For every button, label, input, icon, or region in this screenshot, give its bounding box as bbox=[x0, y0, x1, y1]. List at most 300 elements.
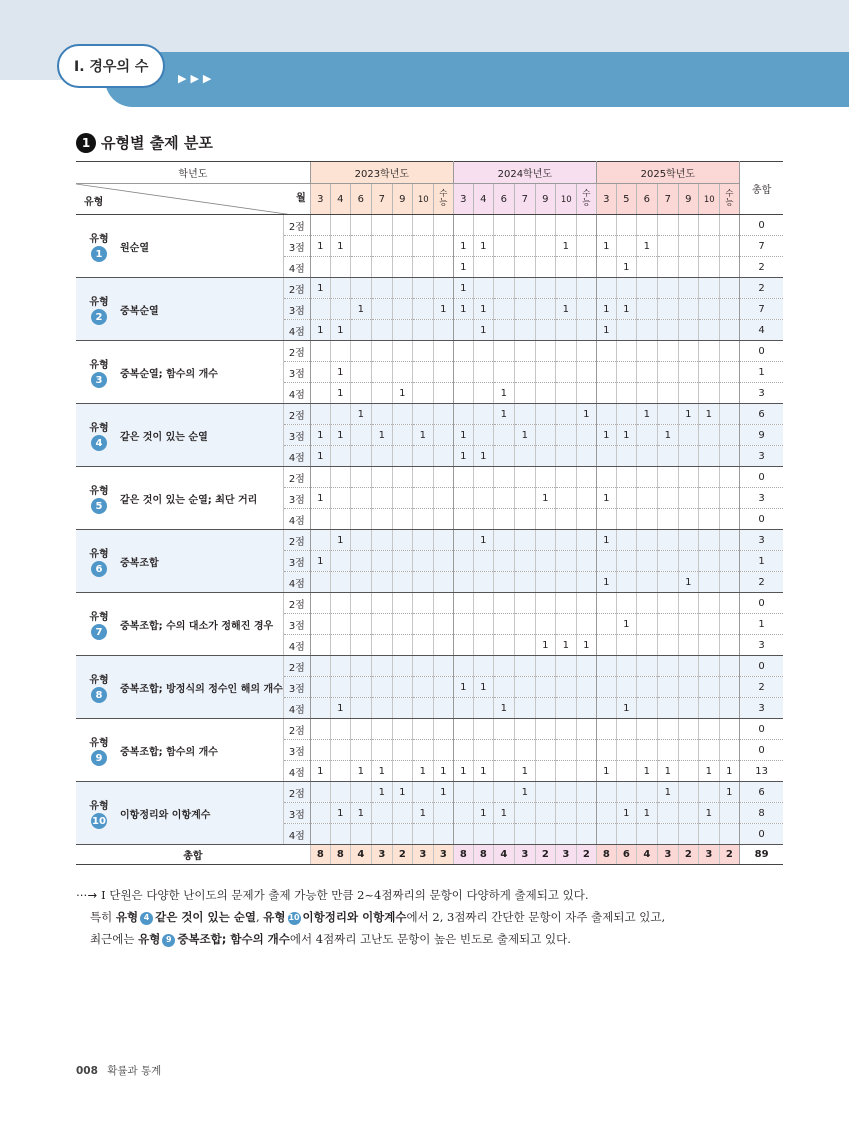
book-subject: 확률과 통계 bbox=[107, 1065, 162, 1077]
count-cell bbox=[433, 278, 453, 299]
count-cell bbox=[453, 551, 473, 572]
count-cell bbox=[719, 593, 739, 614]
count-cell bbox=[433, 362, 453, 383]
type-badge bbox=[82, 671, 116, 703]
points-label: 2점 bbox=[283, 530, 310, 551]
count-cell bbox=[350, 446, 371, 467]
count-cell bbox=[330, 593, 350, 614]
count-cell bbox=[392, 530, 412, 551]
type-number-icon: 10 bbox=[91, 813, 107, 829]
count-cell bbox=[576, 530, 596, 551]
count-cell bbox=[412, 677, 433, 698]
count-cell bbox=[392, 236, 412, 257]
count-cell bbox=[698, 572, 719, 593]
type-label bbox=[82, 797, 283, 829]
table-row bbox=[76, 215, 783, 236]
count-cell bbox=[371, 656, 392, 677]
note-line-2 bbox=[76, 906, 665, 928]
count-cell: 1 bbox=[310, 320, 330, 341]
count-cell bbox=[555, 803, 576, 824]
count-cell bbox=[310, 656, 330, 677]
points-label: 2점 bbox=[283, 656, 310, 677]
count-cell bbox=[433, 488, 453, 509]
count-cell: 1 bbox=[330, 530, 350, 551]
count-cell bbox=[636, 320, 657, 341]
count-cell bbox=[616, 509, 636, 530]
count-cell bbox=[698, 215, 719, 236]
type-badge bbox=[82, 734, 116, 766]
count-cell bbox=[636, 677, 657, 698]
count-cell bbox=[330, 719, 350, 740]
points-label: 4점 bbox=[283, 698, 310, 719]
count-cell bbox=[719, 803, 739, 824]
count-cell bbox=[433, 698, 453, 719]
count-cell bbox=[555, 614, 576, 635]
count-cell bbox=[473, 467, 493, 488]
count-cell bbox=[493, 488, 514, 509]
count-cell bbox=[392, 320, 412, 341]
count-cell: 1 bbox=[473, 236, 493, 257]
count-cell bbox=[678, 593, 698, 614]
row-total: 3 bbox=[739, 383, 783, 404]
count-cell bbox=[371, 341, 392, 362]
count-cell bbox=[636, 530, 657, 551]
count-cell bbox=[719, 404, 739, 425]
count-cell bbox=[514, 656, 535, 677]
count-cell bbox=[412, 320, 433, 341]
count-cell bbox=[453, 215, 473, 236]
count-cell bbox=[636, 362, 657, 383]
count-cell: 1 bbox=[453, 761, 473, 782]
count-cell bbox=[576, 215, 596, 236]
count-cell bbox=[596, 446, 616, 467]
count-cell bbox=[576, 614, 596, 635]
count-cell bbox=[473, 257, 493, 278]
total-cell: 8 bbox=[310, 845, 330, 865]
count-cell: 1 bbox=[330, 425, 350, 446]
count-cell bbox=[596, 404, 616, 425]
count-cell bbox=[636, 278, 657, 299]
count-cell bbox=[576, 509, 596, 530]
count-cell bbox=[330, 446, 350, 467]
count-cell bbox=[433, 593, 453, 614]
count-cell bbox=[392, 404, 412, 425]
total-cell: 3 bbox=[657, 845, 678, 865]
count-cell bbox=[493, 782, 514, 803]
points-label: 2점 bbox=[283, 782, 310, 803]
count-cell bbox=[535, 467, 555, 488]
count-cell: 1 bbox=[596, 761, 616, 782]
count-cell bbox=[310, 530, 330, 551]
count-cell bbox=[678, 215, 698, 236]
count-cell bbox=[392, 257, 412, 278]
count-cell bbox=[453, 803, 473, 824]
count-cell bbox=[310, 299, 330, 320]
count-cell bbox=[678, 824, 698, 845]
count-cell bbox=[310, 215, 330, 236]
row-total: 7 bbox=[739, 236, 783, 257]
count-cell bbox=[576, 782, 596, 803]
count-cell: 1 bbox=[616, 698, 636, 719]
count-cell bbox=[371, 362, 392, 383]
count-cell bbox=[330, 761, 350, 782]
count-cell bbox=[616, 488, 636, 509]
type-label-cell bbox=[76, 278, 283, 341]
type-name: 중복조합 bbox=[120, 557, 159, 569]
count-cell bbox=[616, 362, 636, 383]
count-cell bbox=[371, 593, 392, 614]
count-cell: 1 bbox=[453, 446, 473, 467]
page-number: 008 bbox=[76, 1065, 98, 1077]
count-cell bbox=[493, 614, 514, 635]
count-cell bbox=[678, 635, 698, 656]
count-cell bbox=[433, 740, 453, 761]
total-cell: 2 bbox=[535, 845, 555, 865]
month-header-text: 수능 bbox=[582, 189, 591, 208]
count-cell bbox=[698, 656, 719, 677]
type-label bbox=[82, 230, 283, 262]
count-cell bbox=[371, 509, 392, 530]
count-cell bbox=[514, 803, 535, 824]
note-line-2-end: 에서 2, 3점짜리 간단한 문항이 자주 출제되고 있고, bbox=[406, 910, 666, 924]
count-cell bbox=[535, 236, 555, 257]
count-cell bbox=[719, 488, 739, 509]
total-cell: 3 bbox=[433, 845, 453, 865]
count-cell bbox=[616, 572, 636, 593]
count-cell bbox=[412, 257, 433, 278]
count-cell bbox=[310, 698, 330, 719]
count-cell bbox=[698, 362, 719, 383]
count-cell bbox=[453, 488, 473, 509]
count-cell bbox=[678, 782, 698, 803]
count-cell bbox=[535, 215, 555, 236]
count-cell bbox=[576, 446, 596, 467]
count-cell bbox=[636, 215, 657, 236]
count-cell bbox=[493, 551, 514, 572]
count-cell: 1 bbox=[616, 425, 636, 446]
month-header: 3 bbox=[453, 184, 473, 215]
count-cell bbox=[514, 404, 535, 425]
type-number-icon: 2 bbox=[91, 309, 107, 325]
row-total: 9 bbox=[739, 425, 783, 446]
count-cell bbox=[535, 761, 555, 782]
note-type-label-2: 유형 bbox=[263, 910, 286, 924]
count-cell: 1 bbox=[596, 530, 616, 551]
count-cell bbox=[412, 572, 433, 593]
count-cell bbox=[350, 782, 371, 803]
count-cell: 1 bbox=[596, 425, 616, 446]
count-cell bbox=[576, 551, 596, 572]
count-cell bbox=[310, 572, 330, 593]
count-cell bbox=[678, 446, 698, 467]
points-label: 4점 bbox=[283, 383, 310, 404]
count-cell bbox=[719, 677, 739, 698]
count-cell: 1 bbox=[698, 404, 719, 425]
count-cell bbox=[555, 446, 576, 467]
count-cell bbox=[636, 572, 657, 593]
points-label: 2점 bbox=[283, 719, 310, 740]
count-cell: 1 bbox=[596, 572, 616, 593]
count-cell bbox=[350, 635, 371, 656]
count-cell bbox=[514, 593, 535, 614]
count-cell bbox=[453, 467, 473, 488]
count-cell bbox=[392, 488, 412, 509]
count-cell bbox=[636, 341, 657, 362]
count-cell bbox=[514, 236, 535, 257]
count-cell bbox=[473, 488, 493, 509]
count-cell bbox=[555, 719, 576, 740]
count-cell bbox=[616, 782, 636, 803]
section-title bbox=[76, 132, 213, 153]
count-cell bbox=[392, 362, 412, 383]
count-cell bbox=[514, 824, 535, 845]
count-cell bbox=[535, 740, 555, 761]
type-badge bbox=[82, 797, 116, 829]
count-cell: 1 bbox=[412, 803, 433, 824]
count-cell bbox=[616, 761, 636, 782]
count-cell: 1 bbox=[616, 614, 636, 635]
count-cell bbox=[350, 551, 371, 572]
count-cell bbox=[433, 656, 453, 677]
count-cell bbox=[493, 299, 514, 320]
count-cell: 1 bbox=[493, 383, 514, 404]
total-cell: 3 bbox=[555, 845, 576, 865]
count-cell bbox=[636, 383, 657, 404]
count-cell bbox=[678, 761, 698, 782]
count-cell bbox=[535, 572, 555, 593]
count-cell bbox=[473, 614, 493, 635]
count-cell bbox=[535, 593, 555, 614]
count-cell bbox=[657, 488, 678, 509]
count-cell bbox=[719, 257, 739, 278]
count-cell bbox=[636, 593, 657, 614]
count-cell bbox=[657, 740, 678, 761]
type-name: 중복조합; 수의 대소가 정해진 경우 bbox=[120, 620, 274, 632]
count-cell bbox=[555, 656, 576, 677]
type-4-badge-icon: 4 bbox=[140, 912, 153, 925]
count-cell bbox=[392, 824, 412, 845]
count-cell bbox=[350, 593, 371, 614]
count-cell bbox=[350, 425, 371, 446]
count-cell bbox=[576, 236, 596, 257]
count-cell: 1 bbox=[719, 761, 739, 782]
count-cell bbox=[330, 299, 350, 320]
row-total: 3 bbox=[739, 698, 783, 719]
month-header: 9 bbox=[678, 184, 698, 215]
count-cell: 1 bbox=[371, 761, 392, 782]
count-cell bbox=[453, 656, 473, 677]
count-cell bbox=[555, 215, 576, 236]
count-cell bbox=[576, 740, 596, 761]
count-cell bbox=[657, 719, 678, 740]
count-cell bbox=[657, 614, 678, 635]
count-cell bbox=[678, 488, 698, 509]
count-cell bbox=[698, 509, 719, 530]
count-cell bbox=[350, 740, 371, 761]
count-cell: 1 bbox=[330, 383, 350, 404]
count-cell bbox=[698, 677, 719, 698]
table-row bbox=[76, 404, 783, 425]
count-cell: 1 bbox=[636, 236, 657, 257]
count-cell: 1 bbox=[310, 278, 330, 299]
count-cell: 1 bbox=[616, 257, 636, 278]
type-label bbox=[82, 734, 283, 766]
type-number-icon: 6 bbox=[91, 561, 107, 577]
count-cell bbox=[719, 509, 739, 530]
count-cell bbox=[493, 656, 514, 677]
month-header bbox=[719, 184, 739, 215]
count-cell: 1 bbox=[453, 278, 473, 299]
count-cell: 1 bbox=[698, 761, 719, 782]
count-cell bbox=[433, 446, 453, 467]
count-cell bbox=[616, 320, 636, 341]
count-cell bbox=[555, 257, 576, 278]
count-cell bbox=[453, 740, 473, 761]
count-cell bbox=[473, 509, 493, 530]
count-cell bbox=[330, 278, 350, 299]
total-cell: 6 bbox=[616, 845, 636, 865]
count-cell bbox=[657, 803, 678, 824]
count-cell bbox=[576, 320, 596, 341]
note-type-label-3: 유형 bbox=[138, 932, 161, 946]
type-9-badge-icon: 9 bbox=[162, 934, 175, 947]
count-cell bbox=[719, 530, 739, 551]
count-cell: 1 bbox=[473, 530, 493, 551]
count-cell bbox=[636, 509, 657, 530]
count-cell bbox=[657, 698, 678, 719]
type-month-diagonal-header bbox=[76, 184, 310, 215]
total-cell: 8 bbox=[473, 845, 493, 865]
count-cell bbox=[371, 719, 392, 740]
type-prefix: 유형 bbox=[89, 234, 109, 245]
count-cell bbox=[433, 236, 453, 257]
count-cell bbox=[433, 320, 453, 341]
count-cell: 1 bbox=[310, 761, 330, 782]
note-type-label-1: 유형 bbox=[115, 910, 139, 924]
count-cell bbox=[371, 530, 392, 551]
count-cell bbox=[473, 404, 493, 425]
total-cell: 4 bbox=[350, 845, 371, 865]
count-cell: 1 bbox=[473, 677, 493, 698]
count-cell bbox=[392, 551, 412, 572]
count-cell bbox=[636, 824, 657, 845]
table-row bbox=[76, 467, 783, 488]
count-cell bbox=[596, 782, 616, 803]
count-cell bbox=[310, 467, 330, 488]
row-total: 0 bbox=[739, 341, 783, 362]
month-header bbox=[698, 184, 719, 215]
count-cell: 1 bbox=[453, 299, 473, 320]
type-badge bbox=[82, 545, 116, 577]
count-cell bbox=[330, 677, 350, 698]
count-cell bbox=[719, 740, 739, 761]
count-cell bbox=[596, 341, 616, 362]
count-cell bbox=[698, 467, 719, 488]
row-total: 2 bbox=[739, 677, 783, 698]
count-cell bbox=[371, 614, 392, 635]
count-cell: 1 bbox=[514, 425, 535, 446]
count-cell bbox=[698, 635, 719, 656]
count-cell bbox=[493, 740, 514, 761]
count-cell bbox=[493, 215, 514, 236]
type-label bbox=[82, 671, 283, 703]
count-cell bbox=[555, 740, 576, 761]
count-cell bbox=[473, 383, 493, 404]
count-cell bbox=[719, 383, 739, 404]
count-cell bbox=[412, 635, 433, 656]
count-cell bbox=[616, 551, 636, 572]
count-cell bbox=[412, 488, 433, 509]
count-cell bbox=[412, 740, 433, 761]
count-cell bbox=[514, 698, 535, 719]
count-cell bbox=[535, 803, 555, 824]
count-cell bbox=[514, 509, 535, 530]
count-cell bbox=[371, 677, 392, 698]
count-cell bbox=[698, 257, 719, 278]
count-cell bbox=[576, 719, 596, 740]
count-cell bbox=[616, 635, 636, 656]
count-cell: 1 bbox=[350, 404, 371, 425]
count-cell bbox=[657, 572, 678, 593]
count-cell bbox=[698, 782, 719, 803]
count-cell bbox=[310, 635, 330, 656]
count-cell bbox=[453, 719, 473, 740]
total-cell: 3 bbox=[698, 845, 719, 865]
count-cell bbox=[392, 614, 412, 635]
count-cell bbox=[310, 803, 330, 824]
page-footer bbox=[76, 1063, 161, 1078]
count-cell: 1 bbox=[473, 299, 493, 320]
type-name: 이항정리와 이항계수 bbox=[120, 809, 211, 821]
count-cell bbox=[412, 530, 433, 551]
count-cell bbox=[350, 215, 371, 236]
count-cell bbox=[493, 593, 514, 614]
note-type-name-2: 이항정리와 이항계수 bbox=[302, 910, 407, 924]
count-cell bbox=[473, 824, 493, 845]
count-cell: 1 bbox=[433, 299, 453, 320]
count-cell bbox=[616, 719, 636, 740]
count-cell: 1 bbox=[453, 677, 473, 698]
count-cell: 1 bbox=[412, 761, 433, 782]
count-cell bbox=[555, 320, 576, 341]
count-cell bbox=[657, 551, 678, 572]
count-cell bbox=[678, 740, 698, 761]
count-cell bbox=[678, 299, 698, 320]
count-cell bbox=[678, 509, 698, 530]
count-cell bbox=[371, 446, 392, 467]
row-total: 3 bbox=[739, 530, 783, 551]
count-cell bbox=[493, 509, 514, 530]
analysis-note bbox=[76, 884, 665, 950]
count-cell bbox=[412, 404, 433, 425]
count-cell: 1 bbox=[453, 425, 473, 446]
count-cell: 1 bbox=[350, 803, 371, 824]
count-cell: 1 bbox=[596, 299, 616, 320]
header-type-label: 유형 bbox=[84, 197, 104, 208]
count-cell bbox=[433, 803, 453, 824]
points-label: 4점 bbox=[283, 572, 310, 593]
count-cell: 1 bbox=[330, 803, 350, 824]
count-cell bbox=[514, 488, 535, 509]
count-cell bbox=[678, 425, 698, 446]
count-cell bbox=[453, 572, 473, 593]
points-label: 3점 bbox=[283, 614, 310, 635]
count-cell bbox=[350, 824, 371, 845]
table-row bbox=[76, 719, 783, 740]
count-cell bbox=[412, 719, 433, 740]
count-cell bbox=[310, 509, 330, 530]
count-cell bbox=[657, 593, 678, 614]
